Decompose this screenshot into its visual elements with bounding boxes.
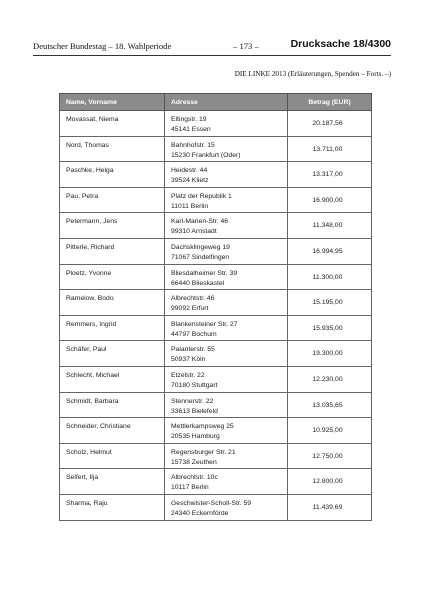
address-street: Eltingstr. 19 <box>171 116 207 123</box>
donor-address <box>165 469 288 495</box>
table-row <box>60 290 372 316</box>
donation-amount: 11.348,00 <box>288 213 372 239</box>
donation-amount: 11.300,00 <box>288 264 372 290</box>
donation-amount: 13.317,00 <box>288 162 372 188</box>
donor-address <box>165 494 288 520</box>
donor-address <box>165 238 288 264</box>
donor-name: Schmidt, Barbara <box>60 392 165 418</box>
donor-name: Pau, Petra <box>60 187 165 213</box>
table-row <box>60 162 372 188</box>
donations-table-container <box>59 93 371 521</box>
table-row <box>60 392 372 418</box>
address-city: 39524 Klietz <box>171 177 209 185</box>
column-header-name: Name, Vorname <box>60 94 165 111</box>
table-row <box>60 494 372 520</box>
donor-address <box>165 315 288 341</box>
donation-amount: 16.900,00 <box>288 187 372 213</box>
address-city: 33613 Bielefeld <box>171 407 218 415</box>
header-rule <box>33 55 391 56</box>
address-street: Dachsklingeweg 19 <box>171 243 230 251</box>
address-street: Albrechtstr. 46 <box>171 295 215 303</box>
donor-name: Schneider, Christiane <box>60 418 165 444</box>
address-street: Karl-Marien-Str. 46 <box>171 218 229 226</box>
address-city: 45141 Essen <box>171 126 211 133</box>
table-row <box>60 187 372 213</box>
donor-name: Sharma, Raju <box>60 494 165 520</box>
address-street: Mettlerkampsweg 25 <box>171 423 234 431</box>
table-row <box>60 366 372 392</box>
address-city: 66440 Blieskastel <box>171 279 225 287</box>
table-row <box>60 264 372 290</box>
table-row <box>60 418 372 444</box>
page-header <box>33 38 391 54</box>
donor-name: Scholz, Helmut <box>60 443 165 469</box>
document-number: Drucksache 18/4300 <box>290 38 391 50</box>
donations-table <box>59 93 372 521</box>
donor-address <box>165 136 288 162</box>
donation-amount: 16.994,95 <box>288 238 372 264</box>
address-city: 44797 Bochum <box>171 330 217 338</box>
address-city: 71067 Sindelfingen <box>171 253 230 261</box>
address-city: 10117 Berlin <box>171 484 209 492</box>
donor-name: Ploetz, Yvonne <box>60 264 165 290</box>
address-city: 15738 Zeuthen <box>171 458 217 466</box>
address-street: Bahnhofstr. 15 <box>171 141 215 149</box>
address-city: 50937 Köln <box>171 356 206 364</box>
donation-amount: 15.195,00 <box>288 290 372 316</box>
table-row <box>60 315 372 341</box>
address-street: Regensburger Str. 21 <box>171 448 236 456</box>
address-city: 99092 Erfurt <box>171 305 209 313</box>
donation-amount: 20.187,56 <box>288 111 372 137</box>
donation-amount: 13.035,65 <box>288 392 372 418</box>
address-city: 15230 Frankfurt (Oder) <box>171 151 241 159</box>
donation-amount: 13.711,00 <box>288 136 372 162</box>
donor-name: Remmers, Ingrid <box>60 315 165 341</box>
table-row <box>60 111 372 137</box>
donation-amount: 12.750,00 <box>288 443 372 469</box>
donor-name: Nord, Thomas <box>60 136 165 162</box>
address-street: Blankensteiner Str. 27 <box>171 320 238 328</box>
table-header-row <box>60 94 372 111</box>
column-header-address: Adresse <box>165 94 288 111</box>
donor-name: Petermann, Jens <box>60 213 165 239</box>
section-subtitle: DIE LINKE 2013 (Erläuterungen, Spenden – Forts. –) <box>234 70 391 78</box>
donor-name: Ramelow, Bodo <box>60 290 165 316</box>
donor-address <box>165 213 288 239</box>
donation-amount: 19.300,00 <box>288 341 372 367</box>
donation-amount: 10.925,00 <box>288 418 372 444</box>
address-street: Etzelstr. 22 <box>171 371 205 379</box>
address-city: 70180 Stuttgart <box>171 381 218 389</box>
donor-name: Schäfer, Paul <box>60 341 165 367</box>
column-header-amount: Betrag (EUR) <box>288 94 372 111</box>
address-city: 11011 Berlin <box>171 202 209 210</box>
address-street: Bliesdalheimer Str. 39 <box>171 269 238 277</box>
donor-address <box>165 162 288 188</box>
address-city: 99310 Arnstadt <box>171 228 217 236</box>
donor-name: Schlecht, Michael <box>60 366 165 392</box>
donation-amount: 12.230,00 <box>288 366 372 392</box>
table-row <box>60 213 372 239</box>
table-row <box>60 341 372 367</box>
donor-address <box>165 290 288 316</box>
address-city: 24340 Eckernförde <box>171 509 229 517</box>
donor-name: Pitterle, Richard <box>60 238 165 264</box>
donor-address <box>165 111 288 137</box>
donor-address <box>165 443 288 469</box>
page-number: – 173 – <box>233 41 259 51</box>
address-street: Stennerstr. 22 <box>171 397 214 405</box>
donor-address <box>165 187 288 213</box>
address-street: Platz der Republik 1 <box>171 192 232 200</box>
table-row <box>60 136 372 162</box>
donor-name: Movassat, Niema <box>60 111 165 137</box>
donation-amount: 15.935,00 <box>288 315 372 341</box>
donation-amount: 12.800,00 <box>288 469 372 495</box>
donor-address <box>165 341 288 367</box>
donor-name: Seifert, Ilja <box>60 469 165 495</box>
address-street: Geschwister-Scholl-Str. 59 <box>171 499 252 507</box>
address-city: 20535 Hamburg <box>171 433 220 441</box>
address-street: Albrechtstr. 10c <box>171 474 218 482</box>
publication-title: Deutscher Bundestag – 18. Wahlperiode <box>33 41 172 51</box>
donor-address <box>165 264 288 290</box>
donor-address <box>165 366 288 392</box>
donor-name: Paschke, Helga <box>60 162 165 188</box>
table-row <box>60 443 372 469</box>
address-street: Heidestr. 44 <box>171 167 208 175</box>
donor-address <box>165 418 288 444</box>
donor-address <box>165 392 288 418</box>
donation-amount: 11.439,69 <box>288 494 372 520</box>
table-row <box>60 238 372 264</box>
table-row <box>60 469 372 495</box>
table-body <box>60 111 372 521</box>
address-street: Palanterstr. 55 <box>171 346 215 354</box>
